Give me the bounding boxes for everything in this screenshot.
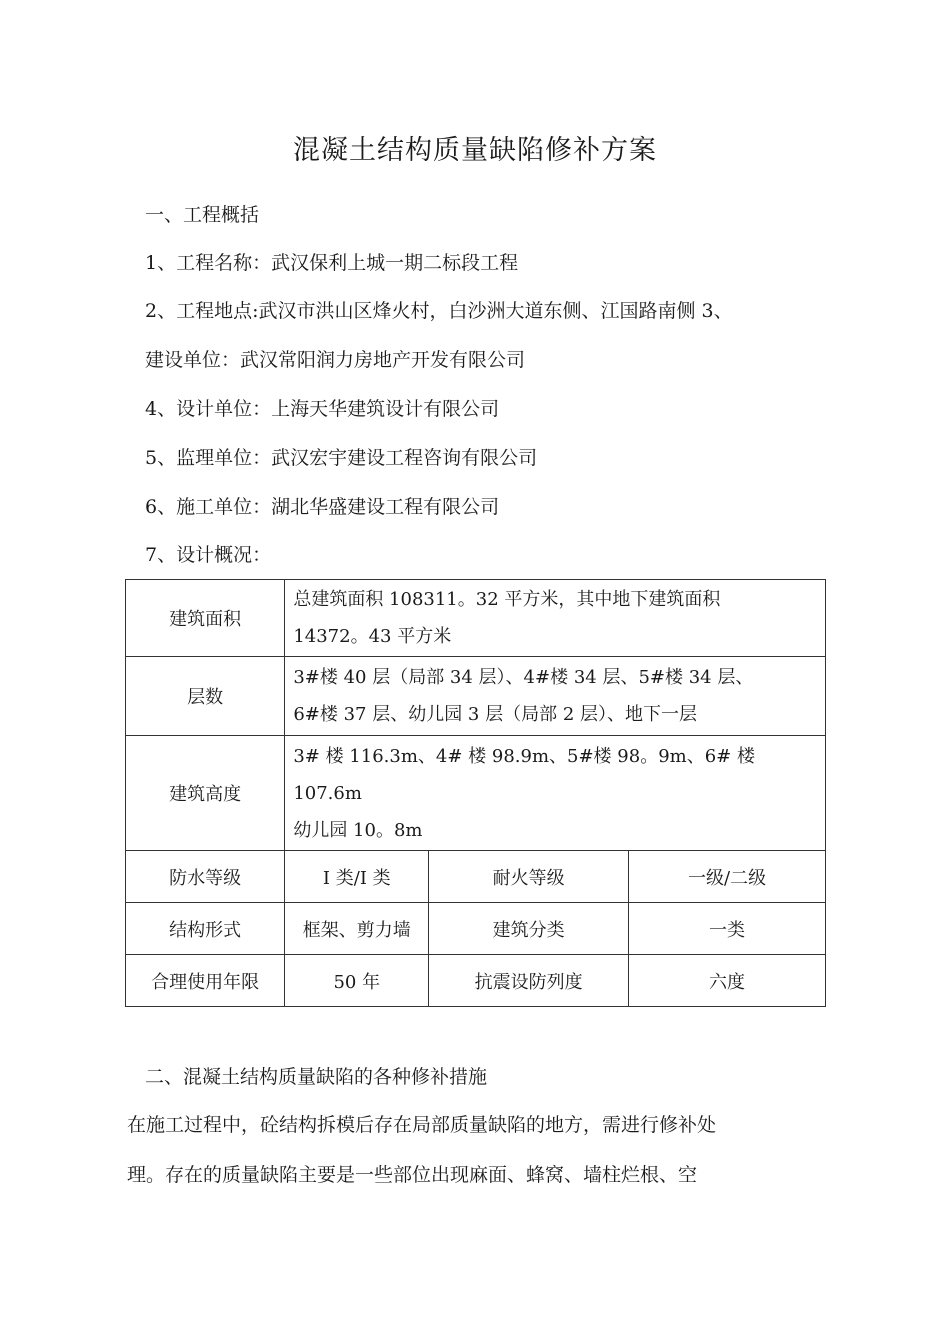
designer-line: 4、设计单位：上海天华建筑设计有限公司 xyxy=(145,398,500,420)
table-row xyxy=(126,657,826,736)
table-row xyxy=(126,955,826,1007)
section1-heading: 一、工程概括 xyxy=(145,204,260,226)
table-label-cell: 建筑面积 xyxy=(126,580,285,657)
table-value-line: 6#楼 37 层、幼儿园 3 层（局部 2 层）、地下一层 xyxy=(293,704,697,725)
table-value-cell xyxy=(285,580,826,657)
table-value-line: 幼儿园 10。8m xyxy=(293,819,423,841)
table-cell: 抗震设防列度 xyxy=(429,955,629,1007)
supervisor-line: 5、监理单位：武汉宏宇建设工程咨询有限公司 xyxy=(145,447,538,469)
table-value-line: 14372。43 平方米 xyxy=(293,626,452,647)
section2-heading: 二、混凝土结构质量缺陷的各种修补措施 xyxy=(145,1066,488,1088)
table-value-line: 3#楼 40 层（局部 34 层）、4#楼 34 层、5#楼 34 层、 xyxy=(293,667,754,688)
table-cell: 防水等级 xyxy=(126,851,285,903)
table-label-cell: 建筑高度 xyxy=(126,736,285,851)
table-row xyxy=(126,903,826,955)
table-cell: 合理使用年限 xyxy=(126,955,285,1007)
table-cell: I 类/I 类 xyxy=(285,851,429,903)
table-row xyxy=(126,580,826,657)
table-label-cell: 层数 xyxy=(126,657,285,736)
developer-line: 建设单位：武汉常阳润力房地产开发有限公司 xyxy=(145,349,526,371)
table-row xyxy=(126,851,826,903)
body-paragraph-line: 理。存在的质量缺陷主要是一些部位出现麻面、蜂窝、墙柱烂根、空 xyxy=(127,1164,698,1186)
table-cell: 六度 xyxy=(629,955,826,1007)
table-cell: 一类 xyxy=(629,903,826,955)
table-value-line: 3# 楼 116.3m、4# 楼 98.9m、5#楼 98。9m、6# 楼 xyxy=(293,745,755,767)
project-location-line: 2、工程地点:武汉市洪山区烽火村，白沙洲大道东侧、江国路南侧 3、 xyxy=(145,300,733,322)
contractor-line: 6、施工单位：湖北华盛建设工程有限公司 xyxy=(145,496,500,518)
design-overview-line: 7、设计概况： xyxy=(145,544,272,566)
table-cell: 结构形式 xyxy=(126,903,285,955)
body-paragraph-line: 在施工过程中，砼结构拆模后存在局部质量缺陷的地方，需进行修补处 xyxy=(127,1114,717,1136)
table-value-cell xyxy=(285,657,826,736)
table-value-line: 总建筑面积 108311。32 平方米，其中地下建筑面积 xyxy=(293,589,721,610)
table-value-line: 107.6m xyxy=(293,782,362,804)
table-row xyxy=(126,736,826,851)
project-name-line: 1、工程名称：武汉保利上城一期二标段工程 xyxy=(145,252,519,274)
document-title: 混凝土结构质量缺陷修补方案 xyxy=(293,135,657,166)
table-value-cell xyxy=(285,736,826,851)
table-cell: 一级/二级 xyxy=(629,851,826,903)
table-cell: 建筑分类 xyxy=(429,903,629,955)
table-cell: 耐火等级 xyxy=(429,851,629,903)
design-overview-table xyxy=(125,579,826,1007)
table-cell: 框架、剪力墙 xyxy=(285,903,429,955)
table-cell: 50 年 xyxy=(285,955,429,1007)
